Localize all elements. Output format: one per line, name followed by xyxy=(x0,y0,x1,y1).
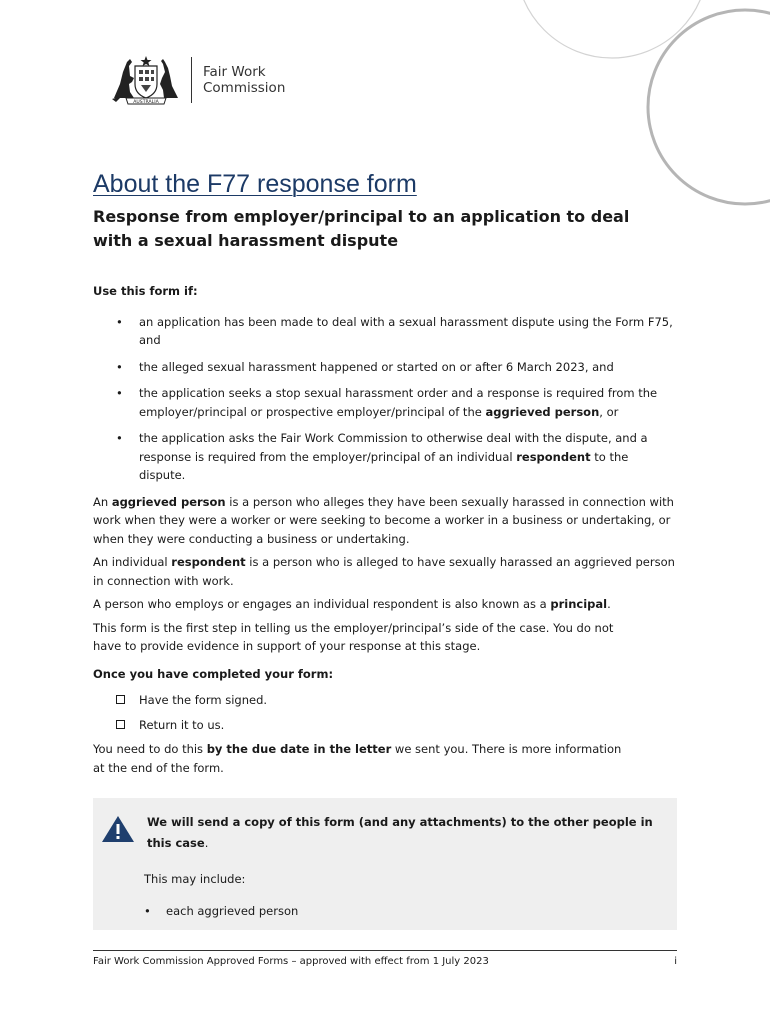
may-include-label: This may include: xyxy=(144,872,246,886)
bullet-icon: • xyxy=(116,386,123,400)
completed-checklist xyxy=(93,691,678,734)
warning-icon xyxy=(101,814,135,844)
first-step-paragraph: This form is the first step in telling us the employer/principal’s side of the case. You do not have to provide evidence in support of your response at this stage. xyxy=(93,620,614,653)
page-number: i xyxy=(674,956,677,967)
due-date-paragraph: You need to do this by the due date in the letter we sent you. There is more information at the end of the form. xyxy=(93,742,622,775)
bullet-icon: • xyxy=(116,431,123,445)
form-intro xyxy=(93,282,678,782)
bullet-icon: • xyxy=(144,904,151,918)
list-item: • the alleged sexual harassment happened or started on or after 6 March 2023, and xyxy=(93,358,678,377)
bullet-icon: • xyxy=(116,314,123,329)
svg-text:AUSTRALIA: AUSTRALIA xyxy=(133,100,159,105)
checklist-item: Return it to us. xyxy=(93,716,678,735)
use-form-if-heading: Use this form if: xyxy=(93,284,198,298)
logo-line-2: Commission xyxy=(203,80,286,96)
completed-heading: Once you have completed your form: xyxy=(93,666,334,681)
page-title: About the F77 response form xyxy=(93,170,417,198)
copy-warning-box xyxy=(93,798,677,930)
list-item: • the application asks the Fair Work Commission to otherwise deal with the dispute, and a response is required from the employer/principal of an individual respondent to the dispute. xyxy=(116,431,648,482)
principal-definition: A person who employs or engages an individual respondent is also known as a principal. xyxy=(93,597,611,611)
footer-text: Fair Work Commission Approved Forms – approved with effect from 1 July 2023 xyxy=(93,956,489,967)
logo-divider xyxy=(191,57,192,103)
logo-wordmark xyxy=(203,64,285,96)
copy-warning-text: We will send a copy of this form (and any attachments) to the other people in this case. xyxy=(147,815,653,850)
checklist-item: Have the form signed. xyxy=(93,691,678,710)
footer-divider xyxy=(93,950,677,951)
logo-line-1: Fair Work xyxy=(203,64,266,80)
page-footer xyxy=(93,955,677,969)
crest-icon xyxy=(108,54,184,106)
aggrieved-person-definition: An aggrieved person is a person who alleges they have been sexually harassed in connection with work when they were a worker or were seeking to become a worker in a business or undertaking, or when they were conducting a business or undertaking. xyxy=(93,494,674,546)
use-form-if-list xyxy=(93,313,678,485)
checkbox-icon xyxy=(116,695,125,704)
list-item: • each aggrieved person xyxy=(144,904,299,918)
checkbox-icon xyxy=(116,720,125,729)
page-subtitle: Response from employer/principal to an application to deal with a sexual harassment dispute xyxy=(93,207,630,250)
respondent-definition: An individual respondent is a person who is alleged to have sexually harassed an aggrieved person in connection with work. xyxy=(93,555,675,588)
list-item: • an application has been made to deal with a sexual harassment dispute using the Form F75, and xyxy=(116,314,673,347)
bullet-icon: • xyxy=(116,359,123,374)
list-item: • the application seeks a stop sexual harassment order and a response is required from the employer/principal or prospective employer/principal of the aggrieved person, or xyxy=(116,386,658,419)
